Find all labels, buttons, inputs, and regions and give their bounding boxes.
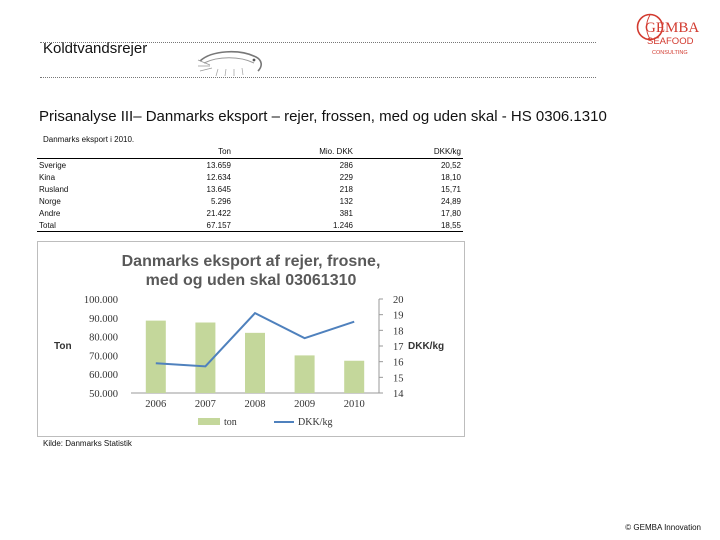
country-name: Norge — [39, 196, 61, 206]
dkk-kg-value: 20,52 — [440, 160, 461, 170]
logo-line1: GEMBA — [645, 20, 700, 36]
table-header-ton: Ton — [157, 145, 233, 159]
x-tick-label: 2009 — [294, 399, 316, 410]
header-rule-top — [40, 42, 596, 43]
bar-ton — [146, 321, 166, 393]
y-left-tick-label: 90.000 — [89, 313, 118, 325]
dkk-kg-value: 18,55 — [355, 219, 463, 232]
dkk-kg-value: 17,80 — [440, 208, 461, 218]
ton-value: 21.422 — [206, 208, 231, 218]
header-rule-bottom — [40, 77, 596, 78]
table-caption: Danmarks eksport i 2010. — [43, 135, 135, 144]
legend-label-dkk-kg: DKK/kg — [298, 417, 333, 428]
copyright: © GEMBA Innovation — [625, 523, 701, 532]
logo-line3: CONSULTING — [652, 50, 688, 56]
table-row-total — [37, 219, 463, 232]
export-table — [37, 145, 463, 232]
y-left-tick-label: 100.000 — [83, 295, 118, 306]
chart-frame — [37, 241, 465, 437]
y-right-tick-label: 20 — [393, 295, 404, 306]
y-right-tick-label: 19 — [393, 310, 404, 322]
source-note: Kilde: Danmarks Statistik — [43, 439, 132, 448]
logo-line2: SEAFOOD — [647, 36, 694, 47]
dkk-kg-value: 15,71 — [440, 184, 461, 194]
bar-ton — [295, 355, 315, 393]
ton-value: 5.296 — [210, 196, 231, 206]
mio-dkk-value: 286 — [339, 160, 353, 170]
table-row — [37, 207, 463, 219]
table-row — [37, 195, 463, 207]
x-tick-label: 2007 — [194, 399, 216, 410]
mio-dkk-value: 132 — [339, 196, 353, 206]
country-name: Kina — [39, 172, 56, 182]
y-left-tick-label: 80.000 — [89, 332, 118, 344]
x-tick-label: 2006 — [145, 399, 167, 410]
y-right-tick-label: 14 — [393, 389, 404, 400]
mio-dkk-value: 381 — [339, 208, 353, 218]
y-right-tick-label: 16 — [393, 357, 404, 369]
y-right-tick-label: 18 — [393, 326, 404, 338]
legend-label-ton: ton — [224, 417, 237, 428]
gemba-logo — [636, 6, 714, 60]
x-tick-label: 2010 — [343, 399, 365, 410]
dkk-kg-value: 18,10 — [440, 172, 461, 182]
y-left-tick-label: 70.000 — [89, 351, 118, 363]
table-row — [37, 171, 463, 183]
chart-title-line1: Danmarks eksport af rejer, frosne, — [121, 253, 381, 270]
y-right-tick-label: 15 — [393, 373, 404, 385]
header-title: Koldtvandsrejer — [43, 40, 148, 57]
bar-ton — [245, 333, 265, 393]
legend-swatch-ton — [198, 418, 220, 425]
table-header-mio-dkk: Mio. DKK — [233, 145, 355, 159]
ton-value: 67.157 — [157, 219, 233, 232]
mio-dkk-value: 1.246 — [233, 219, 355, 232]
chart-title-line2: med og uden skal 03061310 — [145, 272, 357, 289]
ton-value: 13.659 — [206, 160, 231, 170]
y-left-axis-title: Ton — [54, 341, 72, 352]
page-title: Prisanalyse III– Danmarks eksport – rejer, frossen, med og uden skal - HS 0306.1310 — [39, 108, 607, 125]
table-header-country — [37, 145, 157, 159]
table-row — [37, 183, 463, 195]
y-right-tick-label: 17 — [393, 342, 404, 353]
y-right-axis-title: DKK/kg — [408, 341, 445, 352]
country-name: Sverige — [39, 160, 67, 170]
shrimp-icon — [196, 47, 268, 79]
ton-value: 13.645 — [206, 184, 231, 194]
x-tick-label: 2008 — [244, 399, 266, 410]
ton-value: 12.634 — [206, 172, 231, 182]
mio-dkk-value: 229 — [339, 172, 353, 182]
mio-dkk-value: 218 — [339, 184, 353, 194]
table-header-row — [37, 145, 463, 159]
country-name: Andre — [39, 208, 61, 218]
y-left-tick-label: 60.000 — [89, 370, 118, 382]
y-left-tick-label: 50.000 — [89, 389, 118, 400]
bar-ton — [344, 361, 364, 393]
table-row — [37, 159, 463, 172]
country-name: Rusland — [39, 184, 69, 194]
table-header-dkk-kg: DKK/kg — [355, 145, 463, 159]
dkk-kg-value: 24,89 — [440, 196, 461, 206]
country-name: Total — [37, 219, 157, 232]
export-chart — [38, 242, 464, 436]
